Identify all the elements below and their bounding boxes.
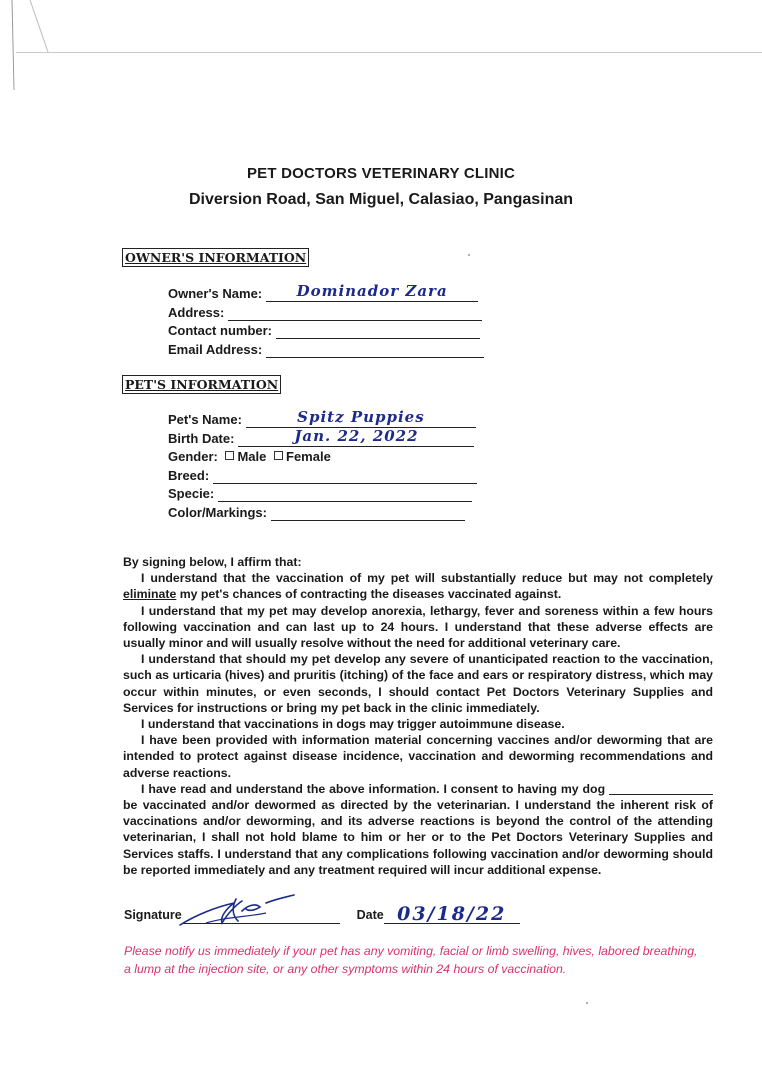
notice-text: Please notify us immediately if your pet has any vomiting, facial or limb swelling, hives, labored breathing, a lump at the injection site, or any other symptoms within 24 hours of vaccination.: [124, 944, 698, 976]
contact-number-field[interactable]: [168, 322, 480, 339]
signature-label: Signature: [124, 908, 182, 922]
specie-label: Specie:: [168, 486, 215, 501]
color-markings-field[interactable]: [168, 504, 465, 521]
scan-fold-mark: [0, 0, 60, 100]
clinic-name: PET DOCTORS VETERINARY CLINIC: [246, 165, 516, 182]
color-markings-label: Color/Markings:: [168, 505, 267, 520]
consent-p1-end: my pet's chances of contracting the diseases vaccinated against.: [179, 587, 562, 602]
date-line[interactable]: [384, 903, 520, 925]
male-checkbox[interactable]: [225, 451, 234, 460]
consent-p1-eliminate: eliminate: [123, 587, 177, 602]
birth-date-field[interactable]: [168, 427, 474, 447]
birth-date-label: Birth Date:: [168, 431, 235, 446]
owner-name-label: Owner's Name:: [168, 286, 263, 301]
email-label: Email Address:: [168, 342, 263, 357]
address-label: Address:: [168, 305, 225, 320]
female-checkbox[interactable]: [274, 451, 283, 460]
pet-name-field[interactable]: [168, 408, 476, 428]
date-label: Date: [356, 908, 384, 922]
consent-paragraph-2: I understand that my pet may develop anorexia, lethargy, fever and soreness within a few hours following vaccination and can last up to 24 hours. I understand that these adverse effects are usually minor and will usually resolve without the need for additional veterinary care.: [123, 603, 713, 651]
pet-name-value: Spitz Puppies: [297, 408, 425, 426]
owner-name-value: Dominador Zara: [296, 282, 448, 300]
consent-p6-start: I have read and understand the above information. I consent to having my dog: [141, 781, 606, 796]
consent-paragraph-5: I have been provided with information material concerning vaccines and/or deworming that are intended to protect against disease incidence, vaccination and deworming recommendations and adverse reactions.: [123, 733, 713, 780]
owner-name-field[interactable]: [168, 282, 478, 302]
male-option-label: Male: [237, 449, 267, 464]
pet-name-label: Pet's Name:: [168, 412, 242, 427]
gender-field: [168, 448, 331, 465]
consent-p1-start: I understand that the vaccination of my pet will substantially reduce but may not completely: [141, 571, 713, 586]
email-field[interactable]: [168, 341, 484, 358]
date-value: 03/18/22: [397, 903, 507, 925]
contact-number-label: Contact number:: [168, 323, 272, 338]
birth-date-value: Jan. 22, 2022: [294, 427, 419, 445]
pet-section-title: PET'S INFORMATION: [122, 375, 281, 394]
consent-paragraph-3: I understand that should my pet develop any severe of unanticipated reaction to the vaccination, such as urticaria (hives) and pruritis (itching) of the face and ears or respiratory distress, which may occur within minutes, or even seconds, I should contact Pet Doctors Veterinary Supplies and Services for instructions or bring my pet back in the clinic immediately.: [123, 652, 713, 715]
handwritten-signature: [176, 893, 296, 933]
scan-speck: [586, 1002, 588, 1004]
consent-paragraph-1: [123, 570, 713, 602]
consent-p6-end: be vaccinated and/or dewormed as directed by the veterinarian. I understand the inherent risk of vaccinations and/or deworming, and its adverse reactions is beyond the control of the attending veterinarian, I shall not hold blame to him or her or to the Pet Doctors Veterinary Supplies and Services staffs. I understand that any complications following vaccination and/or deworming should be reported immediately and any treatment required will incur additional expense.: [123, 798, 713, 877]
gender-label: Gender:: [168, 449, 218, 464]
clinic-address: Diversion Road, San Miguel, Calasiao, Pangasinan: [188, 191, 574, 208]
specie-field[interactable]: [168, 485, 472, 502]
owner-section-title: OWNER'S INFORMATION: [122, 248, 309, 267]
scan-edge-line: [16, 52, 762, 53]
consent-paragraph-6: [123, 781, 713, 878]
consent-paragraph-4: I understand that vaccinations in dogs may trigger autoimmune disease.: [141, 717, 565, 732]
female-option-label: Female: [286, 449, 331, 464]
breed-label: Breed:: [168, 468, 210, 483]
consent-intro: By signing below, I affirm that:: [123, 555, 302, 569]
scan-speck: [468, 254, 470, 256]
address-field[interactable]: [168, 304, 482, 321]
breed-field[interactable]: [168, 467, 477, 484]
consent-statement: [123, 554, 713, 878]
dog-name-blank[interactable]: [609, 782, 713, 795]
